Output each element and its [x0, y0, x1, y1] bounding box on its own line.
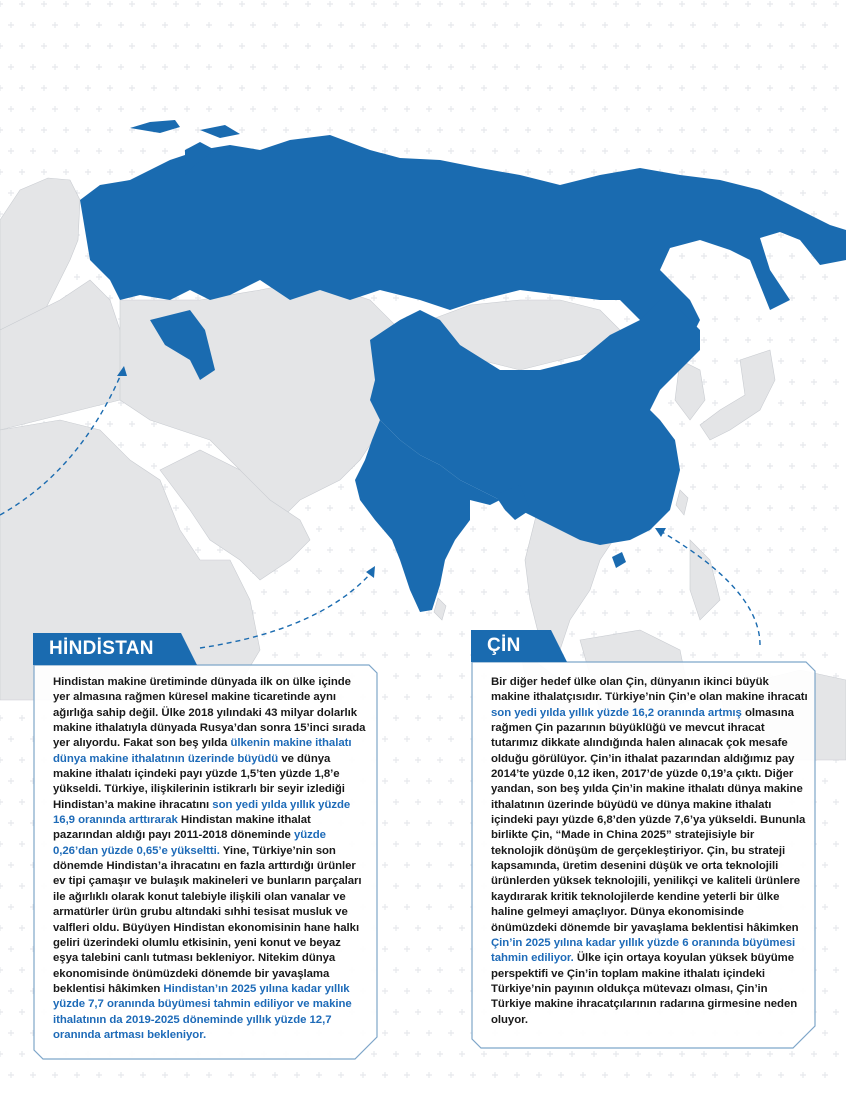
hindistan-panel [33, 633, 379, 1065]
paragraph-text: Hindistan makine üretiminde dünyada ilk on ülke içinde yer almasına rağmen küresel makine ticaretinde aynı ağırlığa sahip değil. Ülke 2018 yılındaki 43 milyar dolarlık makine ithalatıyla dünyada Rusya’dan sonra 15’inci sırada yer alıyordu. Fakat son beş yılda [53, 676, 366, 750]
cin-body-text [491, 675, 809, 1028]
highlighted-text: yüzde 0,26’dan yüzde 0,65’e yükseltti. [53, 829, 326, 857]
paragraph-text: olmasına rağmen Çin pazarının büyüklüğü ve mevcut ihracat tutarımız dikkate alındığında halen alınacak çok mesafe olduğu görülüyor. Çin’in ithalat pazarından aldığımız pay 2014’te yüzde 0,12 iken, 2017’de yüzde 0,19’a çıktı. Diğer yandan, son beş yılda Çin’in makine ithalatı dünya makine ithalatının üzerinde büyüdü ve dünya makine ithalatı içindeki payı yüzde 6,8’den yüzde 7,6’ya yükseldi. Bununla birlikte Çin, “Made in China 2025” stratejisiyle bir teknolojik dönüşüm de gerçekleştiriyor. Çin, bu strateji kapsamında, üretim desenini düşük ve orta teknolojili ürünlerden yüksek teknolojili, yenilikçi ve kaliteli ürünlere kaydırarak kritik teknolojilerde kendine yeterli bir ülke haline gelmeyi amaçlıyor. Dünya ekonomisinde önümüzdeki dönemde bir yavaşlama beklentisi hâkimken [491, 706, 806, 934]
hindistan-title-tab [33, 633, 197, 665]
highlighted-text: son yedi yılda yıllık yüzde 16,2 oranında artmış [491, 706, 742, 719]
blue-countries [80, 120, 846, 612]
paragraph-text: Bir diğer hedef ülke olan Çin, dünyanın ikinci büyük makine ithalatçısıdır. Türkiye’nin Çin’e olan makine ihracatı [491, 676, 808, 704]
paragraph-text: Ülke için ortaya koyulan yüksek büyüme perspektifi ve Çin’in toplam makine ithalatı içindeki Türkiye’nin payının oldukça mütevazı olması, Çin’in Türkiye makine ihracatçılarının radarına girmesine neden oluyor. [491, 952, 798, 1026]
paragraph-text: Yine, Türkiye’nin son dönemde Hindistan’a ihracatını en fazla arttırdığı ürünler ev tipi çamaşır ve bulaşık makineleri ve bunların parçaları ile ağırlıklı olarak konut talebiyle ilişkili olan vanalar ve armatürler ürün grubu altındaki sıhhi tesisat musluk ve valfleri oldu. Büyüyen Hindistan ekonomisinin hane halkı geliri üzerindeki olumlu etkisinin, yeni konut ve beyaz eşya talebini canlı tutması bekleniyor. Nitekim dünya ekonomisinde önümüzdeki dönemde bir yavaşlama beklentisi hâkimken [53, 844, 362, 995]
paragraph-text: Hindistan makine ithalat pazarından aldığı payı 2011-2018 döneminde [53, 814, 311, 842]
highlighted-text: Çin’in 2025 yılına kadar yıllık yüzde 6 oranında büyümesi tahmin ediliyor. [491, 936, 796, 965]
land-taiwan [676, 490, 688, 515]
paragraph-text: ve dünya makine ithalatı içindeki payı yüzde 1,5’ten yüzde 1,8’e yükseldi. Türkiye, ilişkilerinin istikrarlı bir seyir izlediği Hindistan’a makine ihracatını [53, 752, 345, 811]
hindistan-title: HİNDİSTAN [49, 638, 154, 659]
land-srilanka [434, 598, 446, 620]
land-philippines [690, 540, 720, 620]
highlighted-text: ülkenin makine ithalatı dünya makine ithalatının üzerinde büyüdü [53, 737, 352, 765]
cin-panel [471, 630, 817, 1055]
country-china-hainan [612, 552, 626, 568]
highlighted-text: Hindistan’ın 2025 yılına kadar yıllık yüzde 7,7 oranında büyümesi tahmin ediliyor ve makine ithalatının da 2019-2025 döneminde yıllık yüzde 12,7 oranında artması bekleniyor. [53, 982, 352, 1041]
highlighted-text: son yedi yılda yıllık yüzde 16,9 oranında arttırarak [53, 798, 351, 827]
cin-title: ÇİN [487, 635, 521, 656]
cin-title-tab [471, 630, 567, 662]
hindistan-body-text [53, 675, 367, 1043]
land-japan [700, 350, 775, 440]
